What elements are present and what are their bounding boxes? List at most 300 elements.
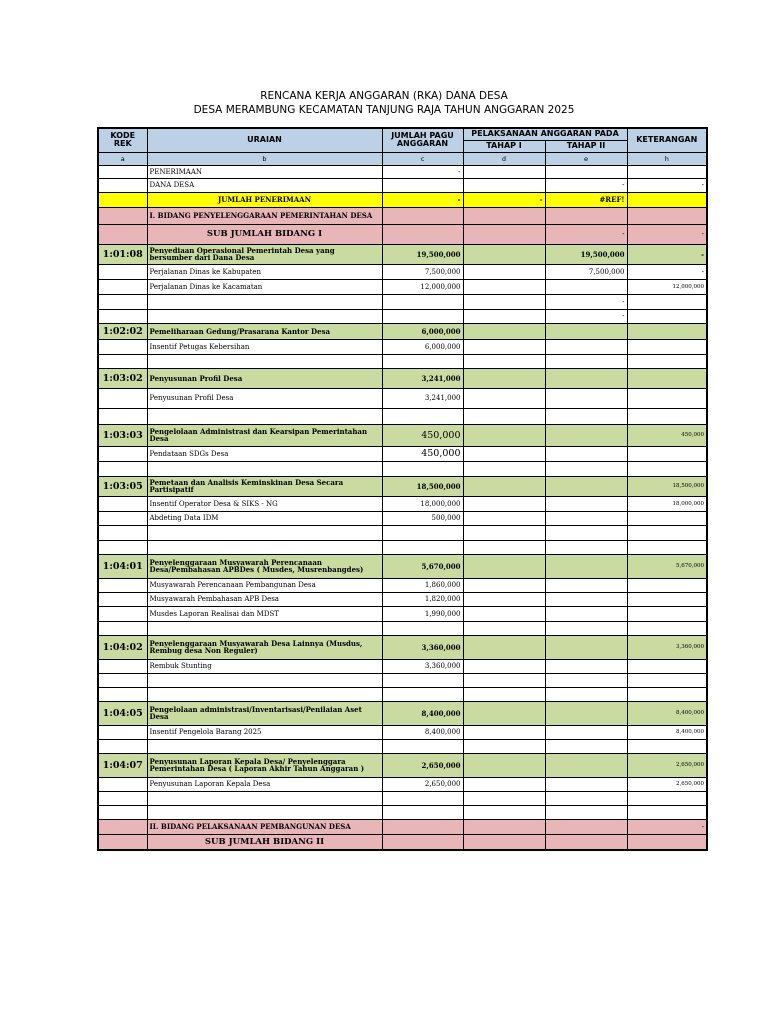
kode-rek-cell (98, 165, 147, 178)
tahap2-cell (545, 408, 627, 424)
tahap1-cell (463, 701, 545, 725)
pagu-cell: 8,400,000 (382, 725, 463, 739)
tahap1-cell (463, 673, 545, 687)
kode-rek-cell: 1:02:02 (98, 323, 147, 339)
pagu-cell (382, 294, 463, 309)
uraian-cell: Penyelenggaraan Musyawarah Perencanaan Desa/Pembahasan APBDes ( Musdes, Musrenbangdes) (147, 554, 382, 578)
tahap1-cell (463, 635, 545, 659)
tahap2-cell: - (545, 294, 627, 309)
keterangan-cell (627, 461, 707, 476)
column-letter: h (627, 152, 707, 165)
keterangan-cell: - (627, 264, 707, 279)
tahap1-cell (463, 525, 545, 540)
tahap1-cell (463, 834, 545, 850)
uraian-cell: Penyusunan Profil Desa (147, 368, 382, 388)
table-body (98, 165, 707, 850)
tahap1-cell (463, 540, 545, 554)
kode-rek-cell (98, 621, 147, 635)
tahap2-cell: - (545, 224, 627, 244)
pagu-cell: 7,500,000 (382, 264, 463, 279)
table-row (98, 725, 707, 739)
tahap2-cell (545, 368, 627, 388)
uraian-cell (147, 621, 382, 635)
activity-row (98, 476, 707, 496)
keterangan-cell (627, 511, 707, 525)
table-row (98, 739, 707, 753)
table-row (98, 511, 707, 525)
keterangan-cell (627, 659, 707, 673)
tahap1-cell (463, 476, 545, 496)
tahap1-cell (463, 687, 545, 701)
tahap2-cell (545, 777, 627, 791)
tahap2-cell (545, 207, 627, 224)
tahap2-cell (545, 819, 627, 834)
document-title-line1: RENCANA KERJA ANGGARAN (RKA) DANA DESA (260, 90, 508, 102)
section-row (98, 207, 707, 224)
tahap2-cell: 7,500,000 (545, 264, 627, 279)
keterangan-cell (627, 673, 707, 687)
keterangan-cell: 18,000,000 (627, 496, 707, 511)
rka-spreadsheet (97, 127, 708, 851)
tahap1-cell (463, 178, 545, 192)
keterangan-cell (627, 578, 707, 592)
kode-rek-cell (98, 659, 147, 673)
tahap2-cell (545, 805, 627, 819)
keterangan-cell (627, 368, 707, 388)
column-letter: b (147, 152, 382, 165)
pagu-cell: 3,360,000 (382, 659, 463, 673)
column-letter: d (463, 152, 545, 165)
kode-rek-cell (98, 279, 147, 294)
tahap1-cell (463, 606, 545, 621)
table-row (98, 165, 707, 178)
kode-rek-cell (98, 777, 147, 791)
tahap2-cell: - (545, 178, 627, 192)
tahap1-cell (463, 461, 545, 476)
keterangan-cell: 18,500,000 (627, 476, 707, 496)
keterangan-cell (627, 592, 707, 606)
pagu-cell (382, 207, 463, 224)
keterangan-cell: 450,000 (627, 424, 707, 446)
table-row (98, 264, 707, 279)
tahap2-cell: 19,500,000 (545, 244, 627, 264)
table-row (98, 354, 707, 368)
uraian-cell (147, 294, 382, 309)
table-row (98, 279, 707, 294)
tahap2-cell (545, 739, 627, 753)
activity-row (98, 323, 707, 339)
tahap2-cell (545, 687, 627, 701)
kode-rek-cell (98, 725, 147, 739)
uraian-cell: Penyediaan Operasional Pemerintah Desa yang bersumber dari Dana Desa (147, 244, 382, 264)
pagu-cell: 18,000,000 (382, 496, 463, 511)
tahap2-cell (545, 540, 627, 554)
uraian-cell (147, 525, 382, 540)
kode-rek-cell (98, 805, 147, 819)
uraian-cell: Musyawarah Perencanaan Pembangunan Desa (147, 578, 382, 592)
kode-rek-cell (98, 309, 147, 323)
kode-rek-cell: 1:04:05 (98, 701, 147, 725)
keterangan-cell: 3,360,000 (627, 635, 707, 659)
uraian-cell: Abdeting Data IDM (147, 511, 382, 525)
kode-rek-cell (98, 339, 147, 354)
kode-rek-cell (98, 739, 147, 753)
kode-rek-cell (98, 294, 147, 309)
table-row (98, 446, 707, 461)
tahap1-cell (463, 388, 545, 408)
kode-rek-cell (98, 592, 147, 606)
tahap1-cell (463, 294, 545, 309)
pagu-cell: 6,000,000 (382, 339, 463, 354)
kode-rek-cell (98, 408, 147, 424)
pagu-cell: 3,360,000 (382, 635, 463, 659)
kode-rek-cell: 1:03:05 (98, 476, 147, 496)
table-row (98, 791, 707, 805)
kode-rek-cell: 1:04:07 (98, 753, 147, 777)
column-letter: c (382, 152, 463, 165)
keterangan-cell (627, 540, 707, 554)
tahap2-cell (545, 165, 627, 178)
tahap2-cell (545, 388, 627, 408)
uraian-cell: Pendataan SDGs Desa (147, 446, 382, 461)
table-row (98, 309, 707, 323)
header-pelaksanaan: PELAKSANAAN ANGGARAN PADA (463, 128, 627, 140)
uraian-cell (147, 408, 382, 424)
pagu-cell: 2,650,000 (382, 777, 463, 791)
tahap2-cell (545, 659, 627, 673)
pagu-cell (382, 309, 463, 323)
uraian-cell (147, 805, 382, 819)
keterangan-cell (627, 354, 707, 368)
tahap2-cell (545, 496, 627, 511)
tahap2-cell (545, 279, 627, 294)
tahap1-cell (463, 725, 545, 739)
uraian-cell (147, 309, 382, 323)
keterangan-cell: 2,650,000 (627, 777, 707, 791)
tahap2-cell (545, 578, 627, 592)
pagu-cell (382, 354, 463, 368)
uraian-cell (147, 791, 382, 805)
kode-rek-cell (98, 511, 147, 525)
keterangan-cell: - (627, 224, 707, 244)
pagu-cell: - (382, 165, 463, 178)
keterangan-cell (627, 192, 707, 207)
activity-row (98, 753, 707, 777)
kode-rek-cell (98, 687, 147, 701)
rka-table (97, 127, 708, 851)
column-letter: a (98, 152, 147, 165)
tahap1-cell (463, 511, 545, 525)
section-row (98, 224, 707, 244)
tahap2-cell (545, 511, 627, 525)
kode-rek-cell: 1:03:03 (98, 424, 147, 446)
activity-row (98, 701, 707, 725)
table-row (98, 805, 707, 819)
uraian-cell: Pengelolaan administrasi/Inventarisasi/Penilaian Aset Desa (147, 701, 382, 725)
activity-row (98, 635, 707, 659)
keterangan-cell (627, 606, 707, 621)
tahap1-cell (463, 368, 545, 388)
kode-rek-cell (98, 540, 147, 554)
keterangan-cell (627, 739, 707, 753)
uraian-cell: Penyusunan Laporan Kepala Desa (147, 777, 382, 791)
activity-row (98, 554, 707, 578)
kode-rek-cell (98, 192, 147, 207)
keterangan-cell (627, 408, 707, 424)
keterangan-cell: - (627, 244, 707, 264)
pagu-cell: 18,500,000 (382, 476, 463, 496)
kode-rek-cell (98, 525, 147, 540)
uraian-cell: Pemeliharaan Gedung/Prasarana Kantor Desa (147, 323, 382, 339)
tahap1-cell (463, 496, 545, 511)
keterangan-cell (627, 687, 707, 701)
kode-rek-cell: 1:04:01 (98, 554, 147, 578)
header-kode-rek: KODE REK (98, 128, 147, 152)
kode-rek-cell (98, 354, 147, 368)
header-uraian: URAIAN (147, 128, 382, 152)
uraian-cell: JUMLAH PENERIMAAN (147, 192, 382, 207)
pagu-cell (382, 834, 463, 850)
tahap2-cell (545, 592, 627, 606)
kode-rek-cell (98, 791, 147, 805)
tahap2-cell (545, 525, 627, 540)
kode-rek-cell (98, 819, 147, 834)
tahap2-cell (545, 753, 627, 777)
uraian-cell: Insentif Petugas Kebersihan (147, 339, 382, 354)
pagu-cell (382, 673, 463, 687)
tahap2-cell (545, 424, 627, 446)
tahap1-cell (463, 753, 545, 777)
table-row (98, 461, 707, 476)
table-row (98, 592, 707, 606)
pagu-cell: 3,241,000 (382, 368, 463, 388)
tahap2-cell: #REF! (545, 192, 627, 207)
total-row (98, 192, 707, 207)
kode-rek-cell (98, 446, 147, 461)
uraian-cell: SUB JUMLAH BIDANG II (147, 834, 382, 850)
tahap1-cell (463, 777, 545, 791)
tahap1-cell (463, 819, 545, 834)
uraian-cell: PENERIMAAN (147, 165, 382, 178)
kode-rek-cell (98, 834, 147, 850)
keterangan-cell (627, 805, 707, 819)
uraian-cell (147, 687, 382, 701)
table-row (98, 659, 707, 673)
activity-row (98, 424, 707, 446)
table-row (98, 178, 707, 192)
pagu-cell (382, 178, 463, 192)
pagu-cell (382, 408, 463, 424)
uraian-cell: Perjalanan Dinas ke Kacamatan (147, 279, 382, 294)
keterangan-cell: - (627, 178, 707, 192)
uraian-cell: Musdes Laporan Realisai dan MDST (147, 606, 382, 621)
tahap1-cell (463, 805, 545, 819)
keterangan-cell (627, 294, 707, 309)
keterangan-cell: 8,400,000 (627, 701, 707, 725)
kode-rek-cell (98, 673, 147, 687)
uraian-cell: Musyawarah Pembahasan APB Desa (147, 592, 382, 606)
kode-rek-cell (98, 388, 147, 408)
uraian-cell: Rembuk Stunting (147, 659, 382, 673)
keterangan-cell (627, 791, 707, 805)
tahap2-cell (545, 461, 627, 476)
tahap2-cell (545, 446, 627, 461)
table-row (98, 777, 707, 791)
activity-row (98, 368, 707, 388)
pagu-cell (382, 791, 463, 805)
tahap1-cell (463, 207, 545, 224)
kode-rek-cell (98, 224, 147, 244)
table-row (98, 339, 707, 354)
kode-rek-cell: 1:04:02 (98, 635, 147, 659)
pagu-cell (382, 540, 463, 554)
header-jumlah-pagu: JUMLAH PAGU ANGGARAN (382, 128, 463, 152)
kode-rek-cell (98, 264, 147, 279)
kode-rek-cell (98, 606, 147, 621)
uraian-cell (147, 354, 382, 368)
table-row (98, 408, 707, 424)
tahap1-cell (463, 578, 545, 592)
keterangan-cell (627, 165, 707, 178)
keterangan-cell (627, 621, 707, 635)
uraian-cell (147, 739, 382, 753)
section-row (98, 834, 707, 850)
pagu-cell (382, 687, 463, 701)
pagu-cell (382, 739, 463, 753)
tahap2-cell (545, 354, 627, 368)
pagu-cell: 2,650,000 (382, 753, 463, 777)
pagu-cell (382, 805, 463, 819)
table-row (98, 294, 707, 309)
kode-rek-cell (98, 178, 147, 192)
tahap2-cell (545, 339, 627, 354)
keterangan-cell (627, 339, 707, 354)
kode-rek-cell (98, 496, 147, 511)
pagu-cell (382, 525, 463, 540)
uraian-cell: Penyusunan Laporan Kepala Desa/ Penyelenggara Pemerintahan Desa ( Laporan Akhir Tahun Anggaran ) (147, 753, 382, 777)
pagu-cell (382, 819, 463, 834)
kode-rek-cell (98, 207, 147, 224)
header-tahap-2: TAHAP II (545, 140, 627, 152)
table-row (98, 540, 707, 554)
tahap1-cell (463, 224, 545, 244)
uraian-cell: DANA DESA (147, 178, 382, 192)
pagu-cell: 6,000,000 (382, 323, 463, 339)
tahap2-cell (545, 476, 627, 496)
tahap2-cell (545, 834, 627, 850)
table-row (98, 673, 707, 687)
keterangan-cell: - (627, 819, 707, 834)
tahap1-cell: - (463, 192, 545, 207)
tahap1-cell (463, 592, 545, 606)
uraian-cell: Penyusunan Profil Desa (147, 388, 382, 408)
table-row (98, 621, 707, 635)
pagu-cell: 1,860,000 (382, 578, 463, 592)
pagu-cell: 1,820,000 (382, 592, 463, 606)
pagu-cell: 450,000 (382, 446, 463, 461)
table-row (98, 525, 707, 540)
keterangan-cell (627, 309, 707, 323)
tahap1-cell (463, 354, 545, 368)
uraian-cell (147, 461, 382, 476)
tahap1-cell (463, 323, 545, 339)
kode-rek-cell (98, 578, 147, 592)
pagu-cell: 450,000 (382, 424, 463, 446)
tahap1-cell (463, 446, 545, 461)
uraian-cell: Pemetaan dan Analisis Keminskinan Desa Secara Partisipatif (147, 476, 382, 496)
section-row (98, 819, 707, 834)
table-row (98, 388, 707, 408)
header-keterangan: KETERANGAN (627, 128, 707, 152)
keterangan-cell (627, 446, 707, 461)
pagu-cell: 8,400,000 (382, 701, 463, 725)
uraian-cell: Pengelolaan Administrasi dan Kearsipan Pemerintahan Desa (147, 424, 382, 446)
pagu-cell (382, 461, 463, 476)
kode-rek-cell (98, 461, 147, 476)
keterangan-cell: 8,400,000 (627, 725, 707, 739)
tahap2-cell (545, 725, 627, 739)
tahap1-cell (463, 424, 545, 446)
tahap2-cell (545, 791, 627, 805)
keterangan-cell (627, 388, 707, 408)
tahap1-cell (463, 554, 545, 578)
keterangan-cell (627, 525, 707, 540)
tahap2-cell (545, 606, 627, 621)
pagu-cell (382, 224, 463, 244)
tahap1-cell (463, 791, 545, 805)
uraian-cell: II. BIDANG PELAKSANAAN PEMBANGUNAN DESA (147, 819, 382, 834)
pagu-cell: - (382, 192, 463, 207)
pagu-cell: 12,000,000 (382, 279, 463, 294)
tahap1-cell (463, 739, 545, 753)
uraian-cell: Penyelenggaraan Musyawarah Desa Lainnya (Musdus, Rembug desa Non Reguler) (147, 635, 382, 659)
tahap2-cell (545, 673, 627, 687)
tahap1-cell (463, 165, 545, 178)
kode-rek-cell: 1:03:02 (98, 368, 147, 388)
tahap1-cell (463, 309, 545, 323)
tahap2-cell (545, 554, 627, 578)
pagu-cell: 5,670,000 (382, 554, 463, 578)
uraian-cell (147, 673, 382, 687)
pagu-cell (382, 621, 463, 635)
table-row (98, 606, 707, 621)
keterangan-cell (627, 834, 707, 850)
keterangan-cell: 2,650,000 (627, 753, 707, 777)
uraian-cell: Insentif Pengelola Barang 2025 (147, 725, 382, 739)
uraian-cell: Insentif Operator Desa & SIKS - NG (147, 496, 382, 511)
activity-row (98, 244, 707, 264)
keterangan-cell: 5,670,000 (627, 554, 707, 578)
uraian-cell (147, 540, 382, 554)
tahap2-cell (545, 635, 627, 659)
pagu-cell: 19,500,000 (382, 244, 463, 264)
tahap1-cell (463, 264, 545, 279)
tahap1-cell (463, 279, 545, 294)
document-title-line2: DESA MERAMBUNG KECAMATAN TANJUNG RAJA TAHUN ANGGARAN 2025 (193, 104, 575, 116)
uraian-cell: Perjalanan Dinas ke Kabupaten (147, 264, 382, 279)
tahap1-cell (463, 621, 545, 635)
keterangan-cell (627, 323, 707, 339)
header-tahap-1: TAHAP I (463, 140, 545, 152)
uraian-cell: SUB JUMLAH BIDANG I (147, 224, 382, 244)
tahap1-cell (463, 408, 545, 424)
pagu-cell: 1,990,000 (382, 606, 463, 621)
pagu-cell: 3,241,000 (382, 388, 463, 408)
keterangan-cell: 12,000,000 (627, 279, 707, 294)
tahap2-cell (545, 621, 627, 635)
tahap1-cell (463, 339, 545, 354)
tahap2-cell: - (545, 309, 627, 323)
